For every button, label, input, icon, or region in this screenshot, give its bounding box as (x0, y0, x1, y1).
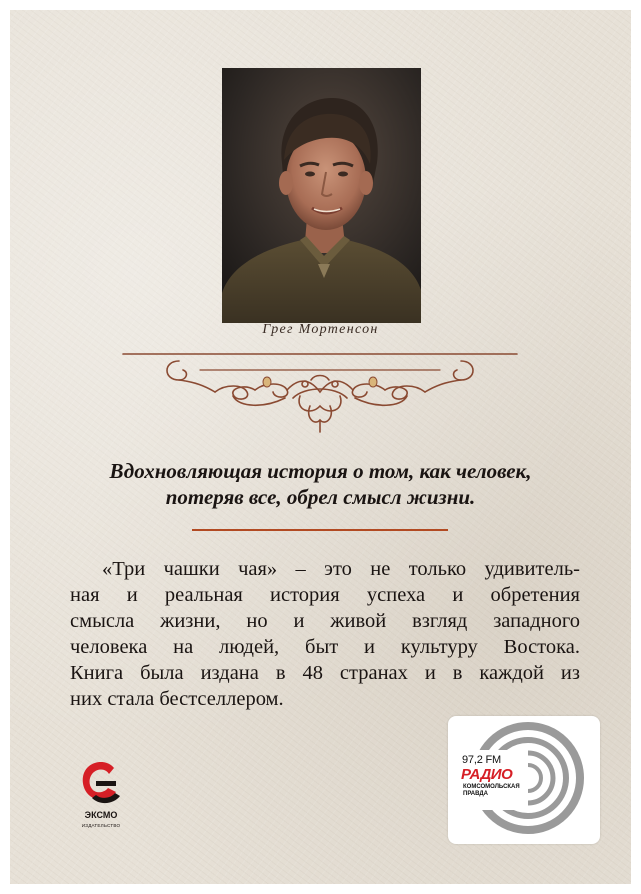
author-caption: Грег Мортенсон (262, 322, 379, 337)
radio-word: РАДИО (461, 766, 513, 783)
description-line: «Три чашки чая» – это не только удивитель- (102, 558, 580, 580)
description-line: смысла жизни, но и живой взгляд западного (70, 610, 580, 632)
description-line: ная и реальная история успеха и обретения (70, 584, 580, 606)
publisher-subtitle: ИЗДАТЕЛЬСТВО (81, 823, 121, 828)
description-line: человека на людей, быт и культуру Востока. (70, 636, 580, 658)
ornamental-divider (115, 336, 525, 436)
publisher-logo (74, 754, 128, 844)
book-back-cover (10, 10, 631, 884)
tagline-line-1: Вдохновляющая история о том, как человек, (109, 459, 532, 483)
tagline-underline (192, 529, 448, 531)
radio-station-line-2: ПРАВДА (463, 791, 488, 797)
radio-frequency: 97,2 FM (462, 754, 501, 766)
author-portrait-image (222, 68, 421, 323)
radio-station-line-1: КОМСОМОЛЬСКАЯ (463, 784, 520, 790)
radio-logo-card (448, 716, 600, 844)
publisher-name: ЭКСМО (84, 810, 118, 820)
tagline (50, 458, 591, 510)
tagline-line-2: потеряв все, обрел смысл жизни. (165, 485, 476, 509)
book-description (70, 556, 580, 712)
author-photo (222, 68, 421, 323)
eksmo-logo-icon (74, 754, 128, 810)
description-line: них стала бестселлером. (70, 688, 284, 710)
description-line: Книга была издана в 48 странах и в каждой из (70, 662, 580, 684)
